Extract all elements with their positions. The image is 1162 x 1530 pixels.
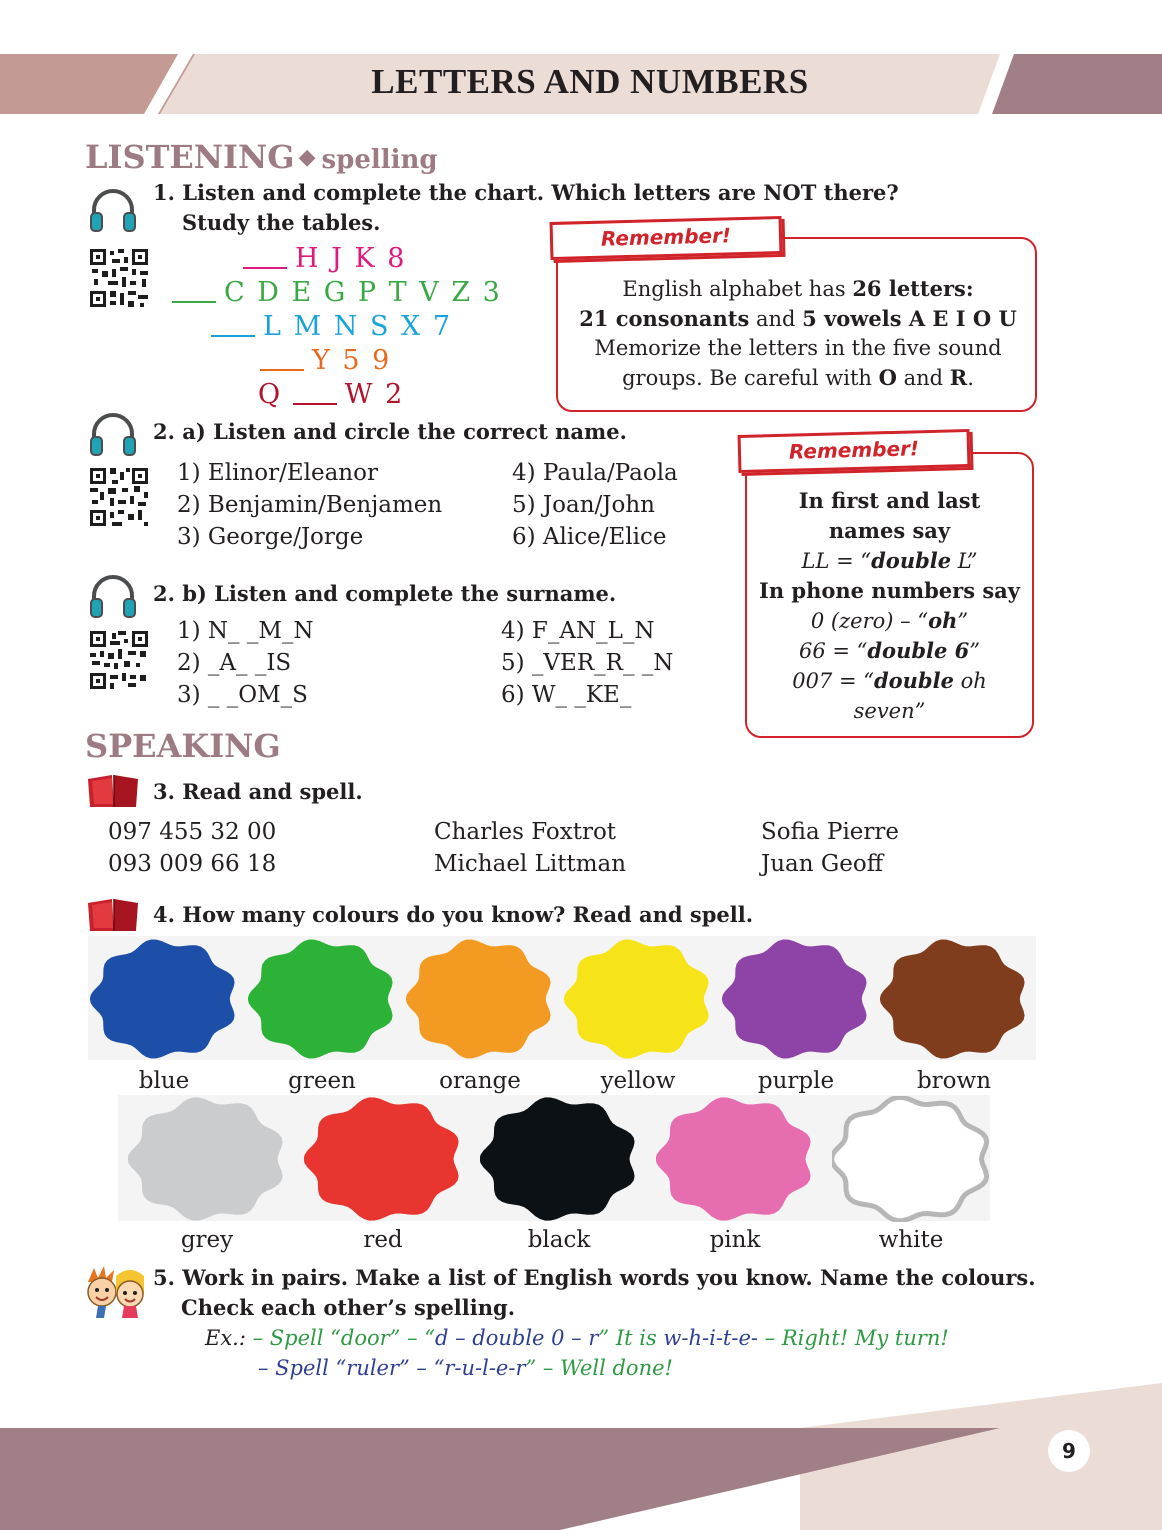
kids-icon — [84, 1264, 148, 1318]
diamond-icon: ◆ — [298, 144, 316, 170]
remember-line: 0 (zero) – “oh” — [810, 608, 969, 633]
remember-line: In phone numbers say — [759, 578, 1020, 603]
page-number: 9 — [1048, 1430, 1090, 1472]
chart-row-2 — [172, 277, 502, 308]
chart-row-1 — [243, 243, 406, 274]
colour-label-yellow: yellow — [600, 1068, 676, 1094]
qr-code-icon[interactable] — [88, 629, 150, 691]
colour-label-green: green — [288, 1068, 356, 1094]
colour-label-blue: blue — [138, 1068, 190, 1094]
remember-line: 66 = “double 6” — [798, 638, 981, 663]
colour-label-orange: orange — [439, 1068, 521, 1094]
colour-swatch-purple[interactable] — [722, 938, 870, 1060]
colour-swatch-black[interactable] — [480, 1096, 638, 1222]
colour-swatch-brown[interactable] — [880, 938, 1028, 1060]
task4-instruction: 4. How many colours do you know? Read and spell. — [153, 902, 754, 927]
blank-slot[interactable] — [211, 315, 255, 337]
remember-line: LL = “double L” — [801, 548, 978, 573]
colour-swatch-blue[interactable] — [90, 938, 238, 1060]
qr-code-icon[interactable] — [88, 247, 150, 309]
remember-text-spelling — [747, 486, 1032, 726]
colour-label-black: black — [527, 1227, 591, 1253]
person-name: Juan Geoff — [761, 851, 884, 877]
book-icon — [86, 897, 140, 933]
name-option[interactable]: 4) Paula/Paola — [512, 460, 678, 486]
remember-text-alphabet — [560, 274, 1036, 393]
task5-instruction-2: Check each other’s spelling. — [181, 1295, 516, 1320]
surname-item[interactable]: 3) _ _OM_S — [177, 682, 308, 708]
task1-instruction: 1. Listen and complete the chart. Which letters are NOT there? — [153, 180, 899, 205]
remember-tag: Remember! — [550, 216, 783, 260]
remember-line: groups. Be careful with O and R. — [622, 365, 974, 390]
colour-label-grey: grey — [180, 1227, 234, 1253]
listening-subheading: spelling — [321, 145, 438, 175]
remember-line: seven” — [853, 699, 926, 723]
phone-number: 093 009 66 18 — [108, 851, 277, 877]
chart-row-prefix: Q — [258, 379, 283, 410]
blank-slot[interactable] — [243, 247, 287, 269]
blank-slot[interactable] — [260, 349, 304, 371]
name-option[interactable]: 1) Elinor/Eleanor — [177, 460, 378, 486]
colour-label-brown: brown — [916, 1068, 992, 1094]
colour-swatch-pink[interactable] — [656, 1096, 814, 1222]
example-line-1: Ex.: – Spell “door” – “d – double 0 – r” It is w-h-i-t-e- – Right! My turn! — [205, 1326, 949, 1350]
name-option[interactable]: 5) Joan/John — [512, 492, 655, 518]
remember-line: names say — [828, 518, 951, 543]
name-option[interactable]: 6) Alice/Elice — [512, 524, 667, 550]
colour-label-purple: purple — [757, 1068, 835, 1094]
footer-band — [0, 1383, 1162, 1530]
headphones-icon[interactable] — [88, 410, 138, 460]
person-name: Sofia Pierre — [761, 819, 900, 845]
remember-line: 21 consonants and 5 vowels A E I O U — [579, 306, 1017, 331]
person-name: Charles Foxtrot — [434, 819, 617, 845]
name-option[interactable]: 3) George/Jorge — [177, 524, 364, 550]
surname-item[interactable]: 6) W_ _KE_ — [501, 682, 632, 708]
colour-swatch-orange[interactable] — [406, 938, 554, 1060]
remember-line: In first and last — [798, 488, 981, 513]
task2a-instruction: 2. a) Listen and circle the correct name. — [153, 419, 627, 444]
colour-swatch-yellow[interactable] — [564, 938, 712, 1060]
task5-instruction: 5. Work in pairs. Make a list of English words you know. Name the colours. — [153, 1265, 1036, 1290]
colour-label-pink: pink — [709, 1227, 761, 1253]
qr-code-icon[interactable] — [88, 466, 150, 528]
chart-row-5 — [258, 379, 404, 410]
colour-swatch-red[interactable] — [304, 1096, 462, 1222]
task3-instruction: 3. Read and spell. — [153, 779, 363, 804]
remember-line: English alphabet has 26 letters: — [622, 276, 974, 301]
chart-row-text: L M N S X 7 — [263, 311, 453, 342]
colour-swatch-green[interactable] — [248, 938, 396, 1060]
colour-swatch-grey[interactable] — [128, 1096, 286, 1222]
surname-item[interactable]: 4) F_AN_L_N — [501, 618, 655, 644]
chart-row-text: W 2 — [344, 379, 405, 410]
chart-row-4 — [260, 345, 391, 376]
headphones-icon[interactable] — [88, 186, 138, 236]
remember-line: Memorize the letters in the five sound — [594, 336, 1002, 360]
name-option[interactable]: 2) Benjamin/Benjamen — [177, 492, 443, 518]
chart-row-text: H J K 8 — [295, 243, 407, 274]
headphones-icon[interactable] — [88, 572, 138, 622]
person-name: Michael Littman — [434, 851, 627, 877]
chart-row-text: C D E G P T V Z 3 — [224, 277, 502, 308]
blank-slot[interactable] — [293, 383, 337, 405]
section-heading-listening — [85, 138, 438, 176]
colour-label-white: white — [878, 1227, 944, 1253]
remember-tag: Remember! — [738, 429, 971, 473]
surname-item[interactable]: 1) N_ _M_N — [177, 618, 314, 644]
surname-item[interactable]: 2) _A_ _IS — [177, 650, 292, 676]
task2b-instruction: 2. b) Listen and complete the surname. — [153, 581, 617, 606]
chart-row-3 — [211, 311, 452, 342]
listening-heading: LISTENING — [85, 138, 295, 176]
phone-number: 097 455 32 00 — [108, 819, 277, 845]
task1-instruction-2: Study the tables. — [182, 210, 381, 235]
chart-row-text: Y 5 9 — [312, 345, 392, 376]
colour-label-red: red — [363, 1227, 403, 1253]
remember-line: 007 = “double oh — [792, 668, 987, 693]
example-line-2: – Spell “ruler” – “r-u-l-e-r” – Well done! — [258, 1356, 673, 1380]
blank-slot[interactable] — [172, 281, 216, 303]
colour-swatch-white[interactable] — [832, 1096, 990, 1222]
page-title: LETTERS AND NUMBERS — [371, 62, 809, 101]
surname-item[interactable]: 5) _VER_R_ _N — [501, 650, 674, 676]
book-icon — [86, 773, 140, 809]
section-heading-speaking: SPEAKING — [85, 727, 281, 765]
